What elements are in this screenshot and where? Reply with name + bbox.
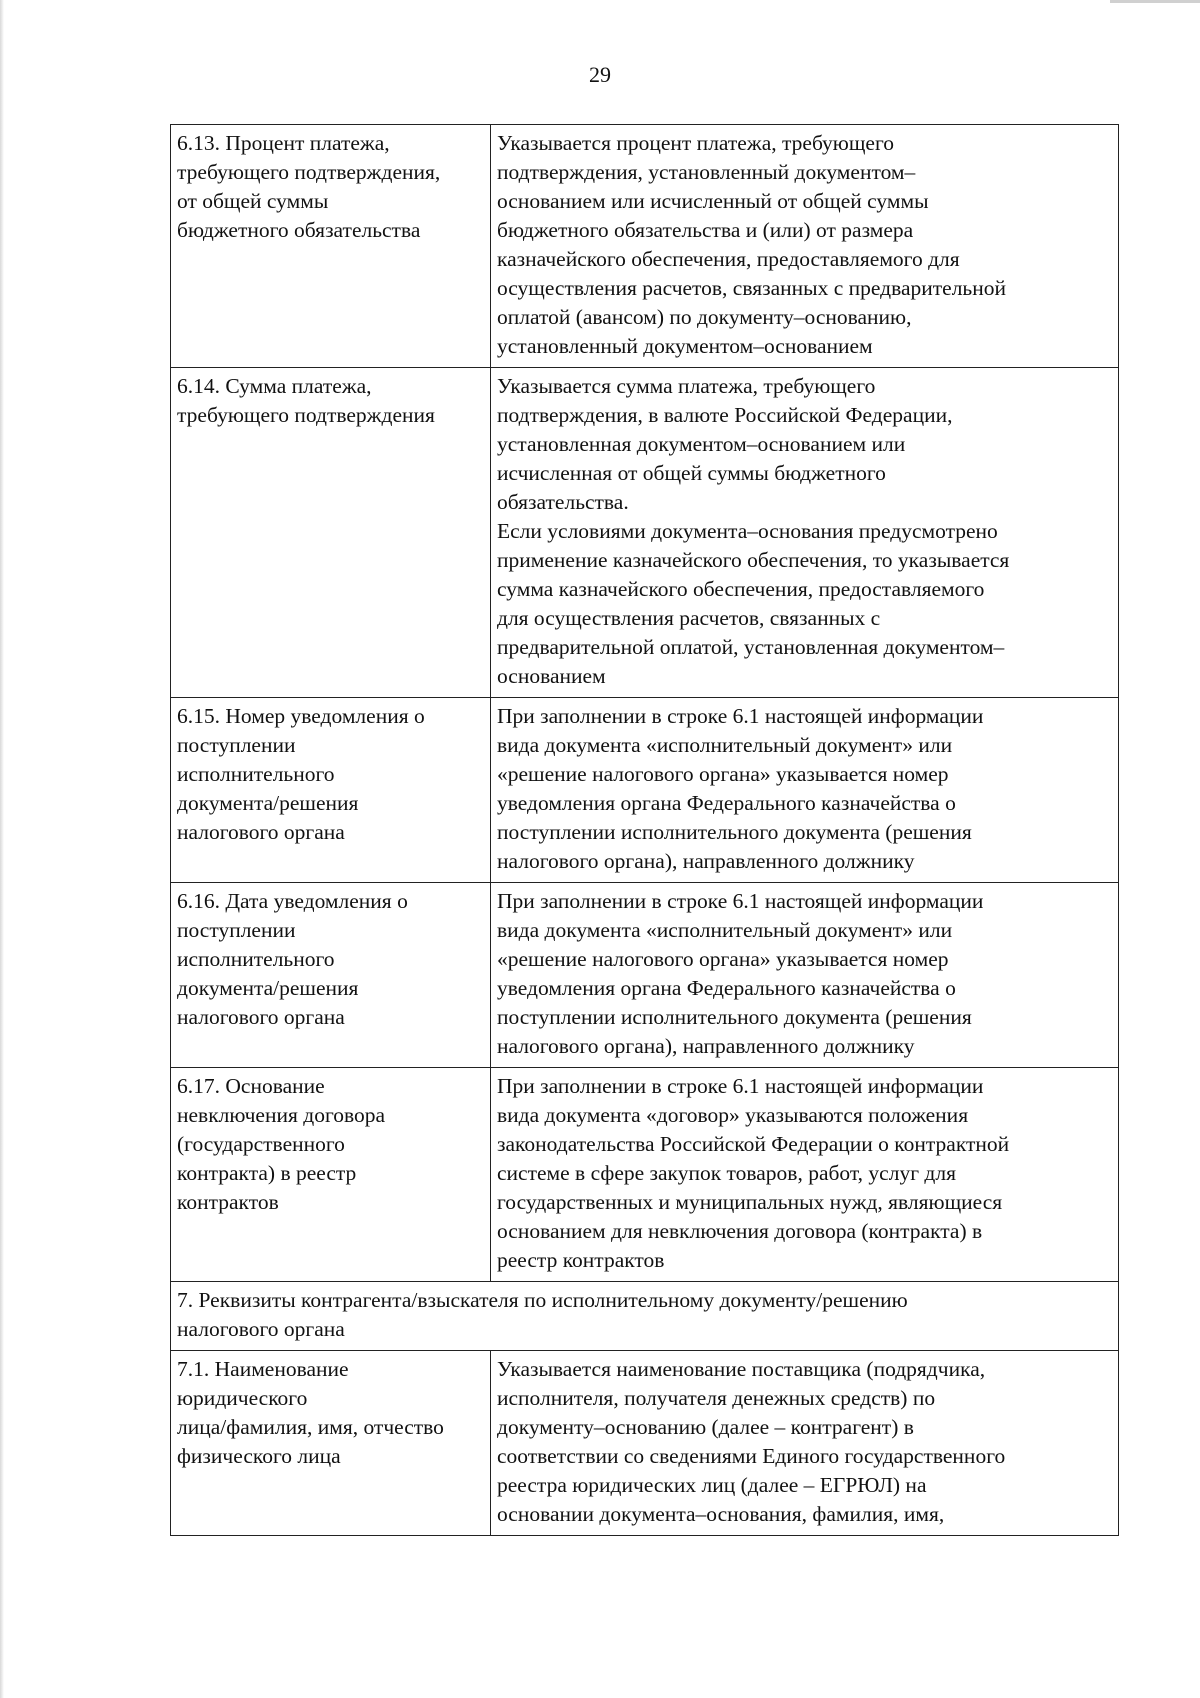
row-text-6-16: При заполнении в строке 6.1 настоящей информации вида документа «исполнительный документ» или «решение налогового органа» указывается номер уведомления органа Федерального казначейства о поступлении исполнительного документа (решения налогового органа), направленного должнику <box>491 883 1119 1068</box>
table-row <box>171 698 1119 883</box>
row-label-6-13: 6.13. Процент платежа, требующего подтверждения, от общей суммы бюджетного обязательства <box>171 125 491 368</box>
row-label-7-1: 7.1. Наименование юридического лица/фамилия, имя, отчество физического лица <box>171 1351 491 1536</box>
scan-corner-mark <box>1110 0 1200 3</box>
row-label-6-14: 6.14. Сумма платежа, требующего подтверждения <box>171 368 491 698</box>
page-number: 29 <box>589 62 611 87</box>
table-row <box>171 883 1119 1068</box>
table-row <box>171 1351 1119 1536</box>
section-heading-7: 7. Реквизиты контрагента/взыскателя по исполнительному документу/решению налогового органа <box>171 1282 1119 1351</box>
section-heading-row <box>171 1282 1119 1351</box>
row-label-6-15: 6.15. Номер уведомления о поступлении исполнительного документа/решения налогового органа <box>171 698 491 883</box>
table-row <box>171 1068 1119 1282</box>
row-text-6-17: При заполнении в строке 6.1 настоящей информации вида документа «договор» указываются положения законодательства Российской Федерации о контрактной системе в сфере закупок товаров, работ, услуг для государственных и муниципальных нужд, являющиеся основанием для невключения договора (контракта) в реестр контрактов <box>491 1068 1119 1282</box>
row-text-6-13: Указывается процент платежа, требующего подтверждения, установленный документом– основанием или исчисленный от общей суммы бюджетного обязательства и (или) от размера казначейского обеспечения, предоставляемого для осуществления расчетов, связанных с предварительной оплатой (авансом) по документу–основанию, установленный документом–основанием <box>491 125 1119 368</box>
table-row <box>171 368 1119 698</box>
table-row <box>171 125 1119 368</box>
row-text-6-15: При заполнении в строке 6.1 настоящей информации вида документа «исполнительный документ» или «решение налогового органа» указывается номер уведомления органа Федерального казначейства о поступлении исполнительного документа (решения налогового органа), направленного должнику <box>491 698 1119 883</box>
row-text-7-1: Указывается наименование поставщика (подрядчика, исполнителя, получателя денежных средств) по документу–основанию (далее – контрагент) в соответствии со сведениями Единого государственного реестра юридических лиц (далее – ЕГРЮЛ) на основании документа–основания, фамилия, имя, <box>491 1351 1119 1536</box>
row-label-6-17: 6.17. Основание невключения договора (государственного контракта) в реестр контрактов <box>171 1068 491 1282</box>
scan-edge-shadow <box>0 0 4 1698</box>
requisites-table <box>170 124 1119 1536</box>
row-text-6-14: Указывается сумма платежа, требующего подтверждения, в валюте Российской Федерации, установленная документом–основанием или исчисленная от общей суммы бюджетного обязательства. Если условиями документа–основания предусмотрено применение казначейского обеспечения, то указывается сумма казначейского обеспечения, предоставляемого для осуществления расчетов, связанных с предварительной оплатой, установленная документом– основанием <box>491 368 1119 698</box>
row-label-6-16: 6.16. Дата уведомления о поступлении исполнительного документа/решения налогового органа <box>171 883 491 1068</box>
